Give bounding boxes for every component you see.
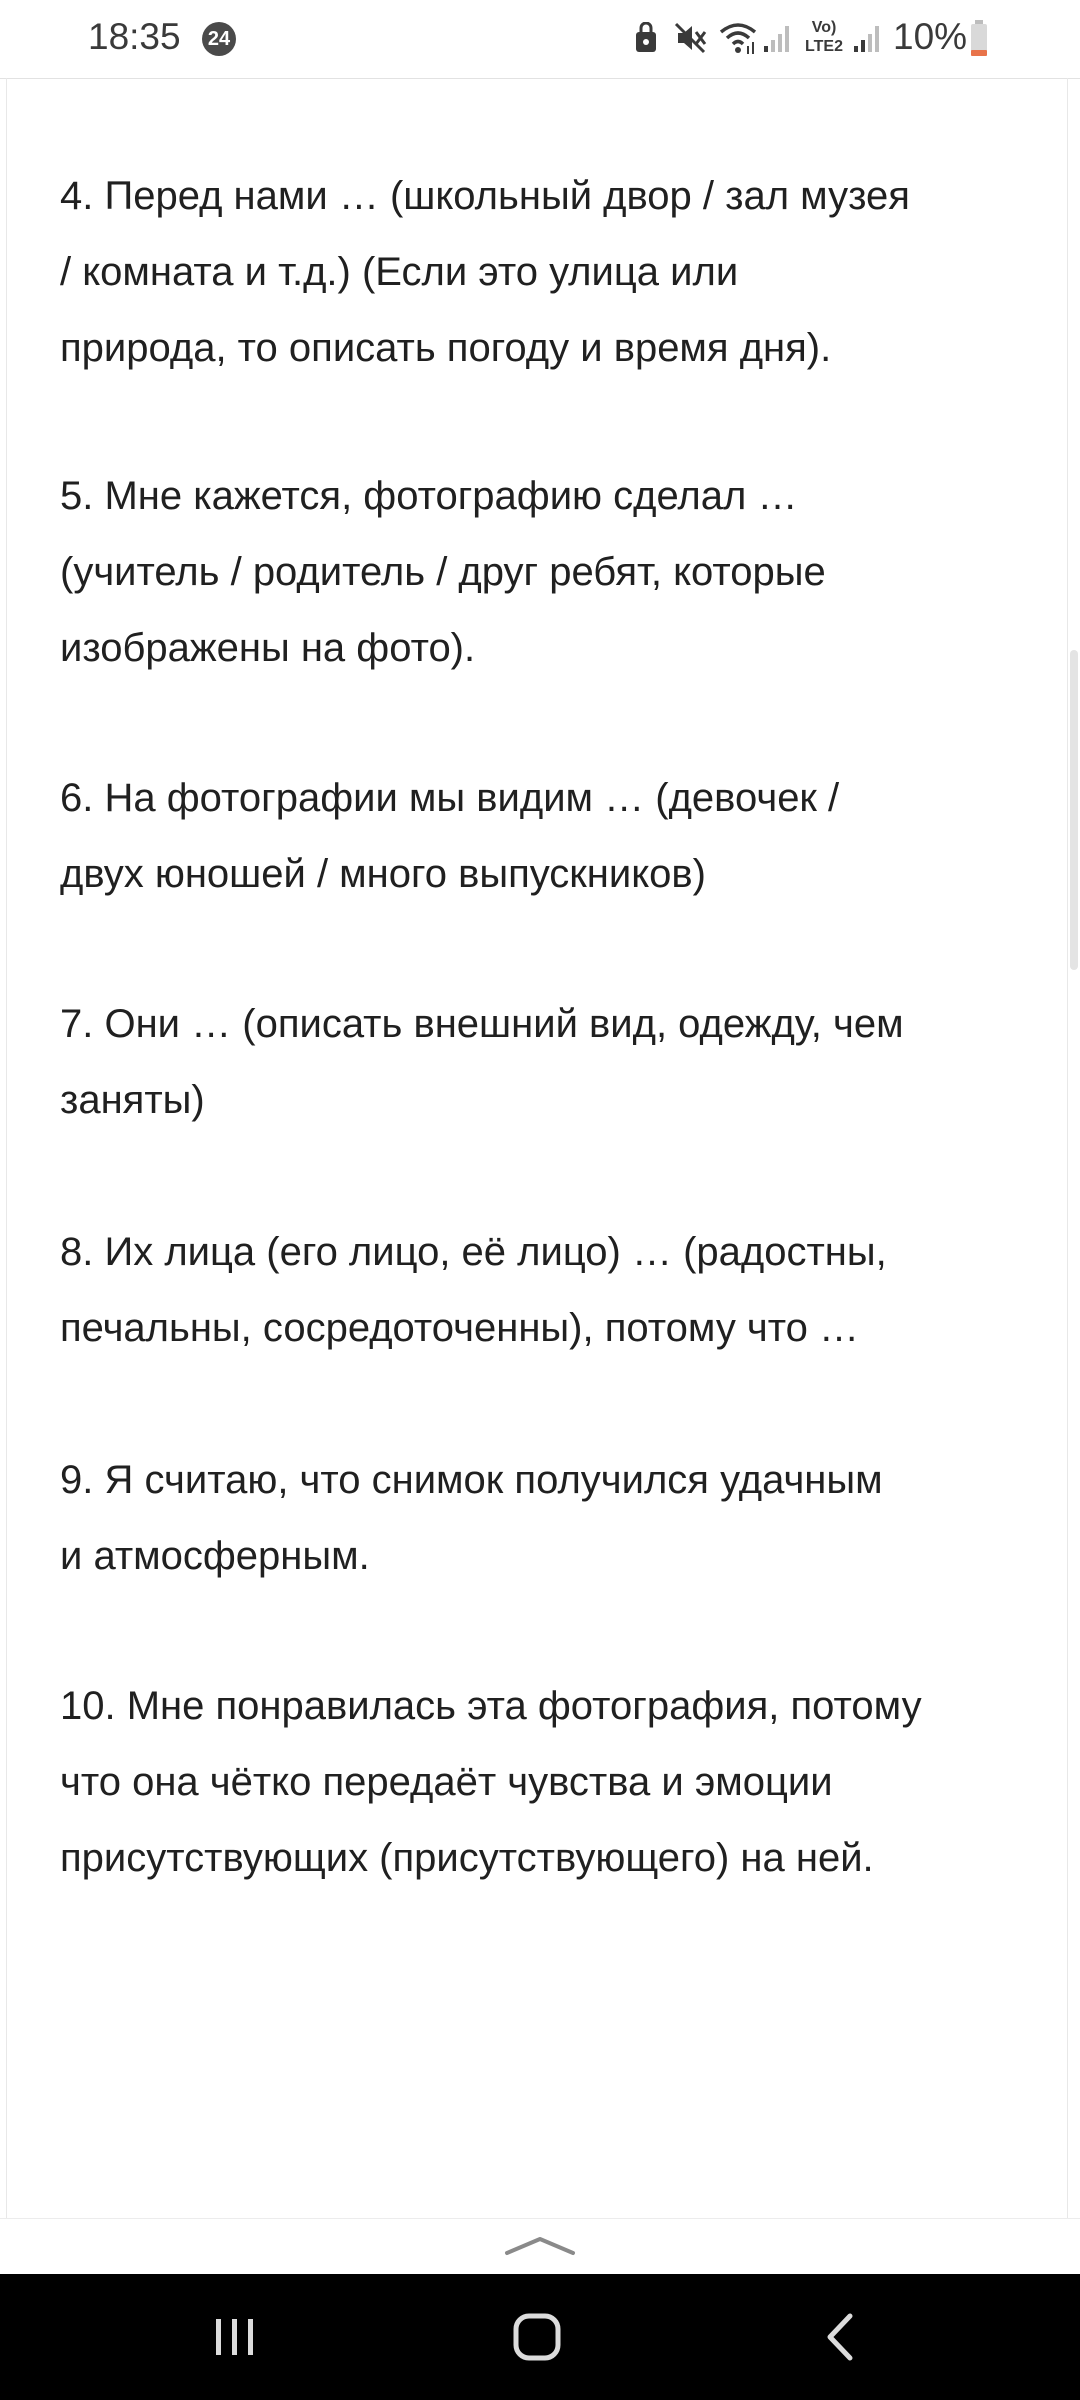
list-item-line: / комната и т.д.) (Если это улица или [60, 250, 739, 294]
list-item-5 [60, 458, 1040, 686]
recent-apps-button[interactable] [145, 2274, 325, 2400]
list-item-line: что она чётко передаёт чувства и эмоции [60, 1760, 833, 1804]
list-item-line: (учитель / родитель / друг ребят, которые [60, 550, 826, 594]
scrollbar-thumb[interactable] [1070, 650, 1078, 970]
list-item-line: 9. Я считаю, что снимок получился удачным [60, 1458, 883, 1502]
list-item-line: заняты) [60, 1078, 205, 1122]
list-item-line: 4. Перед нами … (школьный двор / зал музея [60, 174, 910, 218]
list-item-line: природа, то описать погоду и время дня). [60, 326, 832, 370]
list-item-9 [60, 1442, 1040, 1594]
recent-apps-icon [212, 2315, 258, 2359]
mute-icon [672, 20, 708, 56]
list-item-line: присутствующих (присутствующего) на ней. [60, 1836, 874, 1880]
list-item-8 [60, 1214, 1040, 1366]
collapse-bar[interactable] [0, 2218, 1080, 2275]
notification-count-badge: 24 [202, 22, 236, 56]
wifi-icon [718, 20, 758, 56]
list-item-line: 10. Мне понравилась эта фотография, потому [60, 1684, 922, 1728]
home-button[interactable] [447, 2274, 627, 2400]
status-time: 18:35 [88, 16, 181, 57]
list-item-6 [60, 760, 1040, 912]
list-item-line: 7. Они … (описать внешний вид, одежду, чем [60, 1002, 904, 1046]
security-icon [633, 22, 659, 54]
list-item-line: и атмосферным. [60, 1534, 370, 1578]
list-item-line: двух юношей / много выпускников) [60, 852, 706, 896]
home-icon [512, 2312, 562, 2362]
list-item-10 [60, 1668, 1040, 1896]
battery-percent: 10% [893, 16, 968, 57]
signal-strength-icon [762, 22, 792, 54]
list-item-line: печальны, сосредоточенны), потому что … [60, 1306, 860, 1350]
back-button[interactable] [750, 2274, 930, 2400]
chevron-up-icon[interactable] [503, 2233, 577, 2257]
battery-icon [968, 18, 990, 58]
list-item-7 [60, 986, 1040, 1138]
list-item-line: 8. Их лица (его лицо, её лицо) … (радостны, [60, 1230, 887, 1274]
network-type-label [800, 18, 848, 56]
status-bar [0, 0, 1080, 79]
list-item-line: 6. На фотографии мы видим … (девочек / [60, 776, 840, 820]
list-item-line: изображены на фото). [60, 626, 476, 670]
list-item-line: 5. Мне кажется, фотографию сделал … [60, 474, 798, 518]
lte-label: LTE2 [805, 38, 843, 55]
content-card [6, 78, 1068, 2218]
back-icon [822, 2312, 858, 2362]
volte-label: Vo) [811, 19, 837, 36]
list-item-4 [60, 158, 1040, 386]
signal-strength-2-icon [852, 22, 882, 54]
navigation-bar [0, 2274, 1080, 2400]
